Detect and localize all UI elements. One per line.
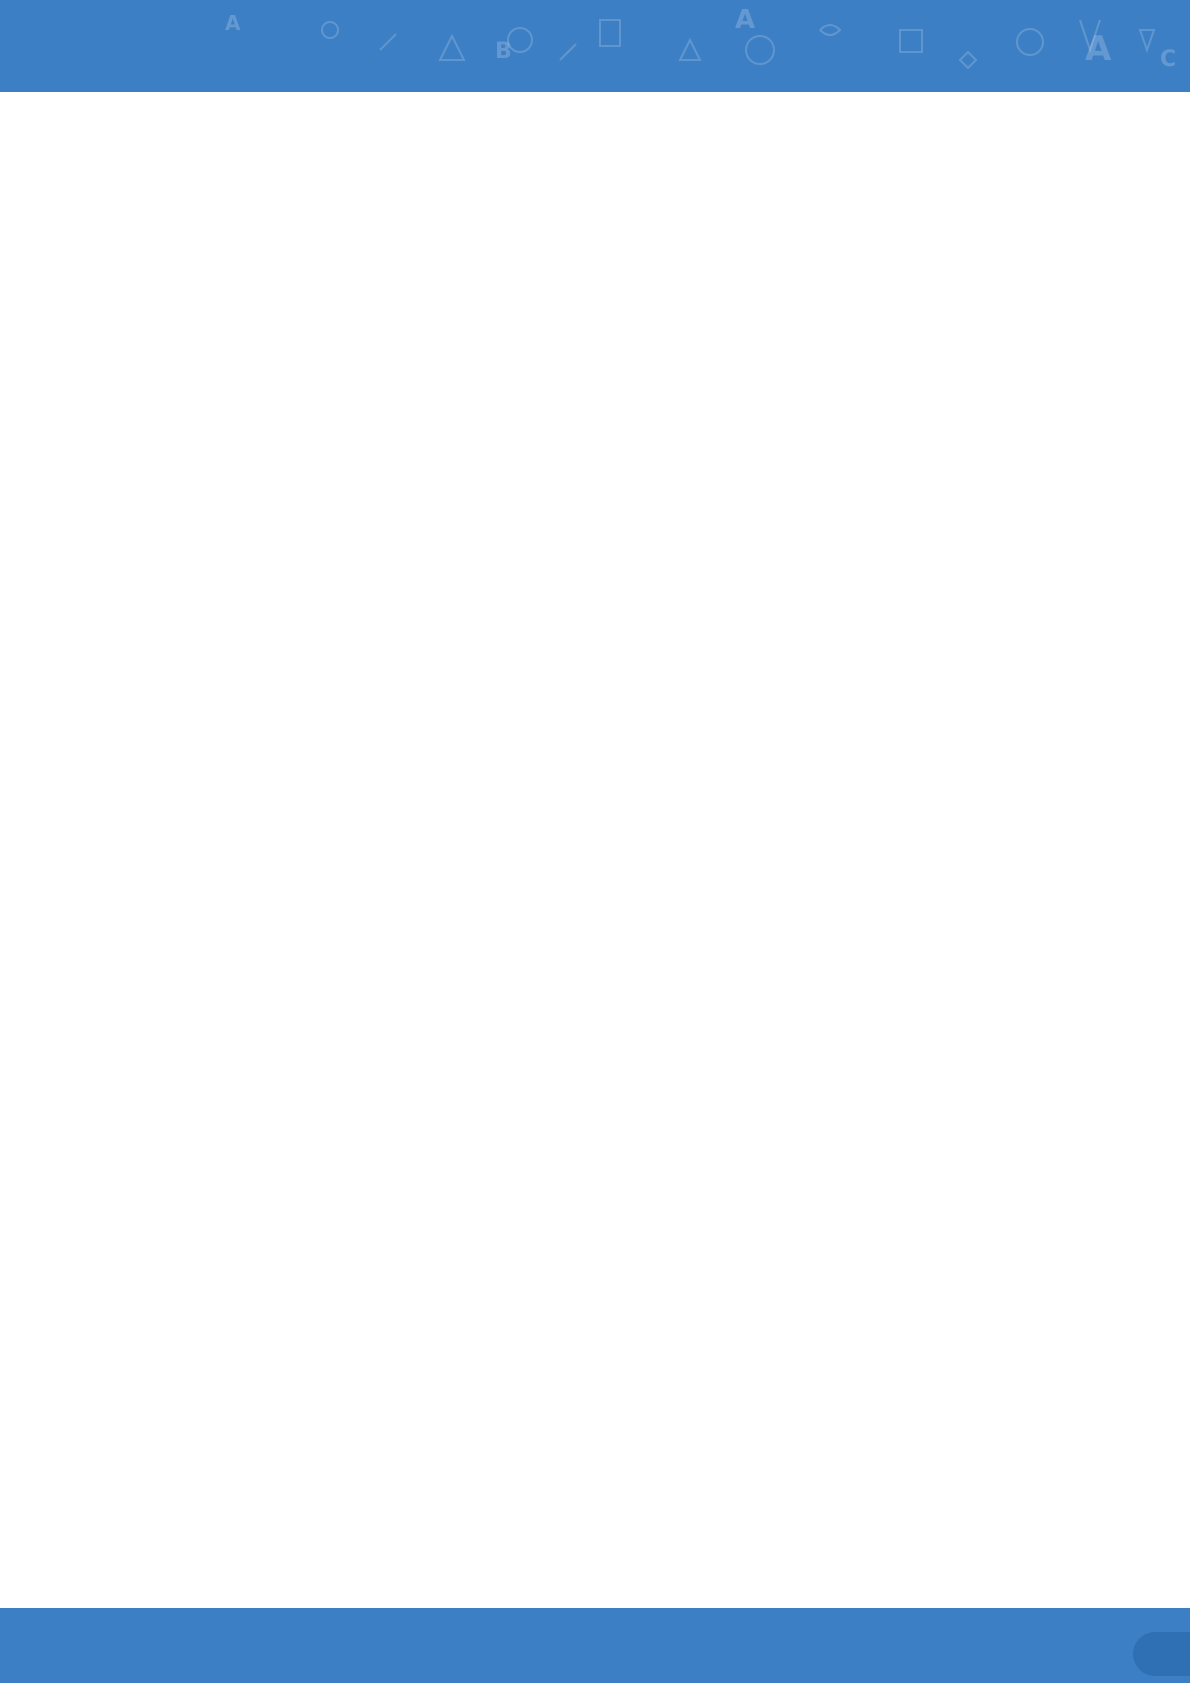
- svg-text:B: B: [495, 39, 512, 64]
- svg-text:A: A: [225, 11, 241, 35]
- header-wave-edge: [0, 78, 1190, 94]
- svg-text:A: A: [1085, 29, 1112, 69]
- footer-tab-decoration: [1133, 1632, 1190, 1676]
- svg-text:C: C: [1160, 47, 1177, 72]
- svg-text:A: A: [735, 5, 756, 35]
- page-footer: [0, 1608, 1190, 1683]
